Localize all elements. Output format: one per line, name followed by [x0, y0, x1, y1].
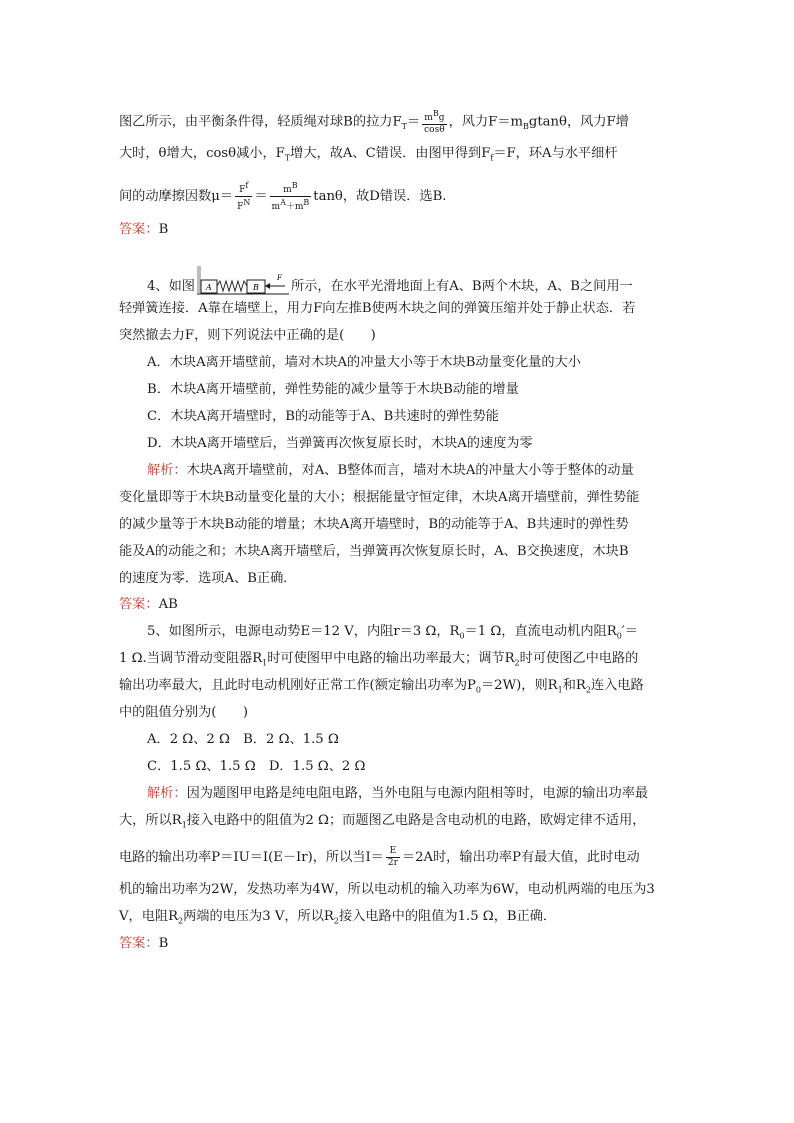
question-5-line: 输出功率最大，且此时电动机刚好正常工作(额定输出功率为$P_0=2W$)，则$R_1$和$R_2$连入电路 [119, 678, 644, 695]
solution-label: 解析： [147, 786, 187, 801]
options-ab: A．2 Ω、2 Ω B．2 Ω、1.5 Ω [147, 732, 339, 747]
solution-4-line: 的速度为零．选项A、B正确． [119, 571, 297, 586]
question-4-line: 突然撤去力F，则下列说法中正确的是( ) [119, 328, 376, 343]
answer-label: 答案： [119, 597, 159, 612]
option-a: A．木块A离开墙壁前，墙对木块A的冲量大小等于木块B动量变化量的大小 [147, 355, 581, 370]
solution-line: 图乙所示，由平衡条件得，轻质绳对球B的拉力$F_T=$ $\frac{m^Bg}{\cos\theta}$ ，风力$F=m_Bgtan\theta$，风力F增 [119, 109, 629, 135]
solution-4-line: 能及A的动能之和；木块A离开墙壁后，当弹簧再次恢复原长时，A、B交换速度，木块B [119, 544, 629, 559]
fraction: $\frac{F^f}{F^N}$ [237, 181, 251, 212]
question-4-line: 轻弹簧连接．A靠在墙壁上，用力F向左推B使两木块之间的弹簧压缩并处于静止状态．若 [119, 301, 636, 316]
question-4-line: 4、如图 A B F 所示，在水平光滑地面上有A、B两个木块，A、B之间用一 [147, 266, 707, 296]
answer-line [119, 221, 679, 239]
spring [217, 281, 247, 291]
solution-4-line: 变化量即等于木块B动量变化量的大小；根据能量守恒定律，木块A离开墙壁前，弹性势能 [119, 490, 640, 505]
solution-5-line: 大，所以$R_1$接入电路中的阻值为2 Ω；而题图乙电路是含电动机的电路，欧姆定律不适用， [119, 813, 646, 830]
option-b: B．木块A离开墙壁前，弹性势能的减少量等于木块B动能的增量 [147, 382, 519, 397]
option-d: D．木块A离开墙壁后，当弹簧再次恢复原长时，木块A的速度为零 [147, 436, 533, 451]
spring-block-figure [197, 266, 289, 296]
solution-4-line: 解析：木块A离开墙壁前，对A、B整体而言，墙对木块A的冲量大小等于整体的动量 [147, 463, 634, 478]
answer-label: 答案： [119, 936, 159, 951]
force-arrowhead [265, 283, 270, 289]
block-a-label: A [205, 283, 212, 292]
solution-5-line: 电路的输出功率P＝IU＝I(E－Ir)，所以当I＝ $\frac{E}{2r}$ ＝2A时，输出功率P有最大值，此时电动 [119, 846, 640, 868]
question-5-line: 5、如图所示，电源电动势E＝12 V，内阻r＝3 Ω，$R_0=1$ Ω，直流电动机内阻$R_0'=$ [147, 624, 638, 641]
wall [197, 266, 201, 293]
spring-diagram [197, 266, 289, 296]
answer-value: AB [158, 597, 178, 612]
answer-line [119, 596, 679, 614]
force-label: F [276, 274, 282, 282]
solution-5-line: V，电阻$R_2$两端的电压为3 V，所以$R_2$接入电路中的阻值为1.5 Ω，B正确． [119, 909, 557, 926]
fraction: $\frac{m^Bg}{\cos\theta}$ [424, 109, 445, 135]
options-cd: C．1.5 Ω、1.5 Ω D．1.5 Ω、2 Ω [147, 759, 366, 774]
answer-line [119, 935, 679, 953]
fraction: $\frac{E}{2r}$ [387, 846, 398, 868]
option-c: C．木块A离开墙壁时，B的动能等于A、B共速时的弹性势能 [147, 409, 499, 424]
solution-line: 间的动摩擦因数μ＝ $\frac{F^f}{F^N}$ ＝ $\frac{m^B}{m^A+m^B}$ tanθ，故D错误．选B. [119, 181, 447, 212]
block-b-label: B [252, 283, 259, 292]
question-5-line: 1 Ω.当调节滑动变阻器$R_1$时可使图甲中电路的输出功率最大；调节$R_2$时可使图乙中电路的 [119, 651, 639, 668]
solution-5-line: 机的输出功率为2W，发热功率为4W，所以电动机的输入功率为6W，电动机两端的电压为3 [119, 882, 655, 897]
question-5-line: 中的阻值分别为( ) [119, 705, 248, 720]
fraction: $\frac{m^B}{m^A+m^B}$ [271, 181, 310, 212]
solution-5-line: 解析：因为题图甲电路是纯电阻电路，当外电阻与电源内阻相等时，电源的输出功率最 [147, 786, 649, 801]
answer-value: B [158, 936, 169, 951]
solution-4-line: 的减少量等于木块B动能的增量；木块A离开墙壁时，B的动能等于A、B共速时的弹性势 [119, 517, 629, 532]
solution-label: 解析： [147, 463, 187, 478]
answer-value: B [158, 222, 169, 237]
solution-line: 大时，θ增大，cosθ减小，$F_T$增大，故A、C错误．由图甲得到$F_f=F$，环A与水平细杆 [119, 146, 618, 163]
answer-label: 答案： [119, 222, 159, 237]
